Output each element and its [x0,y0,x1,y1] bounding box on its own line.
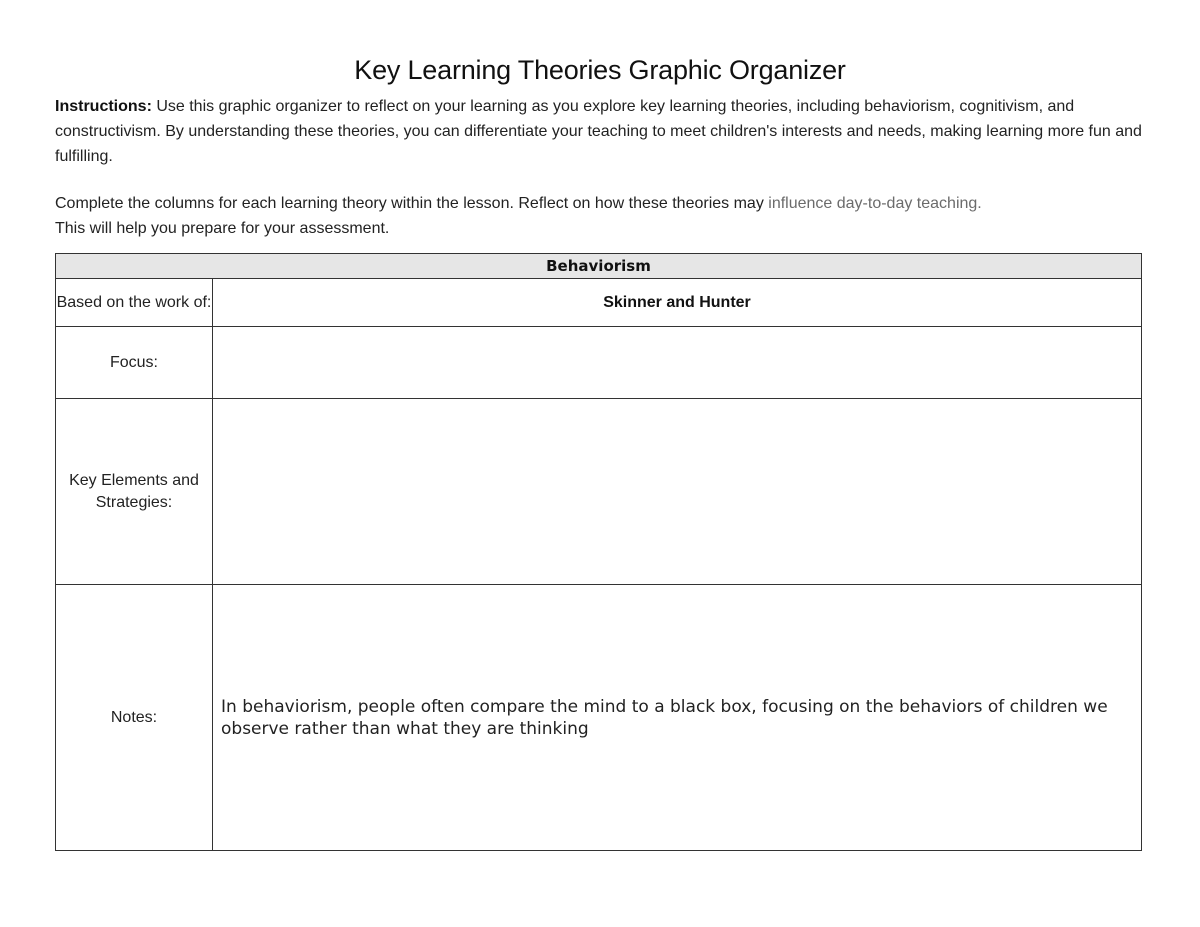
notes-label: Notes: [56,585,213,851]
based-on-label: Based on the work of: [56,279,213,327]
behaviorism-table [55,253,1142,851]
page-title: Key Learning Theories Graphic Organizer [354,55,846,85]
completion-text-2: This will help you prepare for your assessment. [55,220,390,237]
table-row-based-on [56,279,1142,327]
notes-cell[interactable] [213,585,1142,851]
table-row-focus [56,327,1142,399]
instructions-label: Instructions: [55,98,152,115]
instructions-text: Use this graphic organizer to reflect on your learning as you explore key learning theories, including behaviorism, cognitivism, and constructivism. By understanding these theories, you can differentiate your teaching to meet children's interests and needs, making learning more fun and fulfilling. [55,98,1142,165]
key-elements-value[interactable] [213,399,1142,585]
completion-highlight: influence day-to-day teaching. [768,195,982,212]
table-heading: Behaviorism [56,254,1142,279]
key-elements-label: Key Elements and Strategies: [56,399,213,585]
completion-text: Complete the columns for each learning theory within the lesson. Reflect on how these theories may [55,195,769,212]
instructions-paragraph [55,94,1150,169]
table-row-key-elements [56,399,1142,585]
focus-value[interactable] [213,327,1142,399]
based-on-value[interactable]: Skinner and Hunter [213,279,1142,327]
completion-paragraph [55,191,1150,241]
table-row-notes [56,585,1142,851]
focus-label: Focus: [56,327,213,399]
notes-value: In behaviorism, people often compare the mind to a black box, focusing on the behaviors of children we observe rather than what they are thinking [221,696,1108,739]
